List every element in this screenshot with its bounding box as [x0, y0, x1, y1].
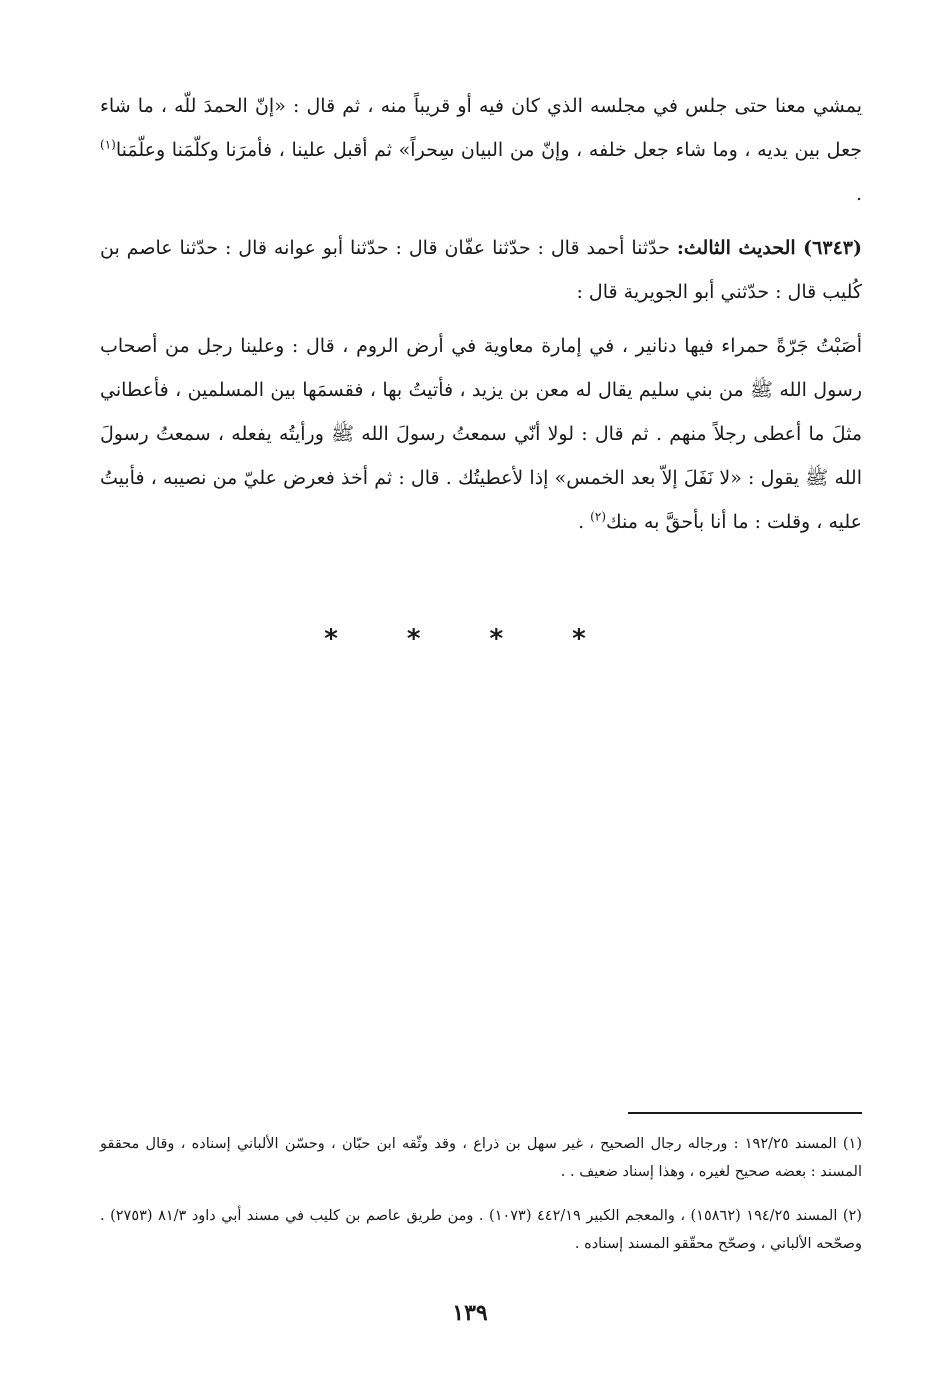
- paragraph-2: [100, 226, 862, 314]
- footnote-2: (٢) المسند ١٩٤/٢٥ (١٥٨٦٢) ، والمعجم الكبير ٤٤٢/١٩ (١٠٧٣) . ومن طريق عاصم بن كليب في مسند أبي داود ٨١/٣ (٢٧٥٣) . وصحّحه الألباني ، وصحّح محقّقو المسند إسناده .: [100, 1208, 862, 1252]
- footnote-ref-1: (١): [100, 137, 116, 152]
- paragraph-2-text: حدّثنا أحمد قال : حدّثنا عفّان قال : حدّثنا أبو عوانه قال : حدّثنا عاصم بن كُليب قال : حدّثني أبو الجويرية قال :: [100, 237, 862, 303]
- footnote-ref-2: (٢): [590, 509, 606, 524]
- footnote-divider: [628, 1112, 862, 1114]
- paragraph-3: [100, 324, 862, 544]
- paragraph-1: [100, 84, 862, 216]
- section-separator: * * * *: [324, 624, 616, 654]
- footnote-1: (١) المسند ١٩٢/٢٥ : ورجاله رجال الصحيح ، غير سهل بن ذراع ، وقد وثّقه ابن حبّان ، وحسّن الألباني إسناده ، وقال محققو المسند : بعضه صحيح لغيره ، وهذا إسناد ضعيف . .: [100, 1136, 862, 1180]
- hadith-heading: (٦٣٤٣) الحديث الثالث:: [676, 237, 862, 259]
- paragraph-1-end: .: [855, 183, 862, 205]
- paragraph-3-end: .: [578, 511, 591, 533]
- paragraph-1-text: يمشي معنا حتى جلس في مجلسه الذي كان فيه أو قريباً منه ، ثم قال : «إنّ الحمدَ للّه ، ما شاء جعل بين يديه ، وما شاء جعل خلفه ، وإنّ من البيان سِحراً» ثم أقبل علينا ، فأمرَنا وكلّمَنا وعلّمَنا: [100, 95, 862, 161]
- paragraph-3-text: أصَبْتُ جَرّةً حمراء فيها دنانير ، في إمارة معاوية في أرض الروم ، قال : وعلينا رجل من أصحاب رسول الله ﷺ من بني سليم يقال له معن بن يزيد ، فأتيتُ بها ، فقسمَها بين المسلمين ، فأعطاني مثلَ ما أعطى رجلاً منهم . ثم قال : لولا أنّي سمعتُ رسولَ الله ﷺ ورأيتُه يفعله ، سمعتُ رسولَ الله ﷺ يقول : «لا نَفَلَ إلاّ بعد الخمس» إذا لأعطيتُك . قال : ثم أخذ فعرض عليّ من نصيبه ، فأبيتُ عليه ، وقلت : ما أنا بأحقَّ به منك: [100, 335, 862, 533]
- page-number: ١٣٩: [452, 1300, 488, 1326]
